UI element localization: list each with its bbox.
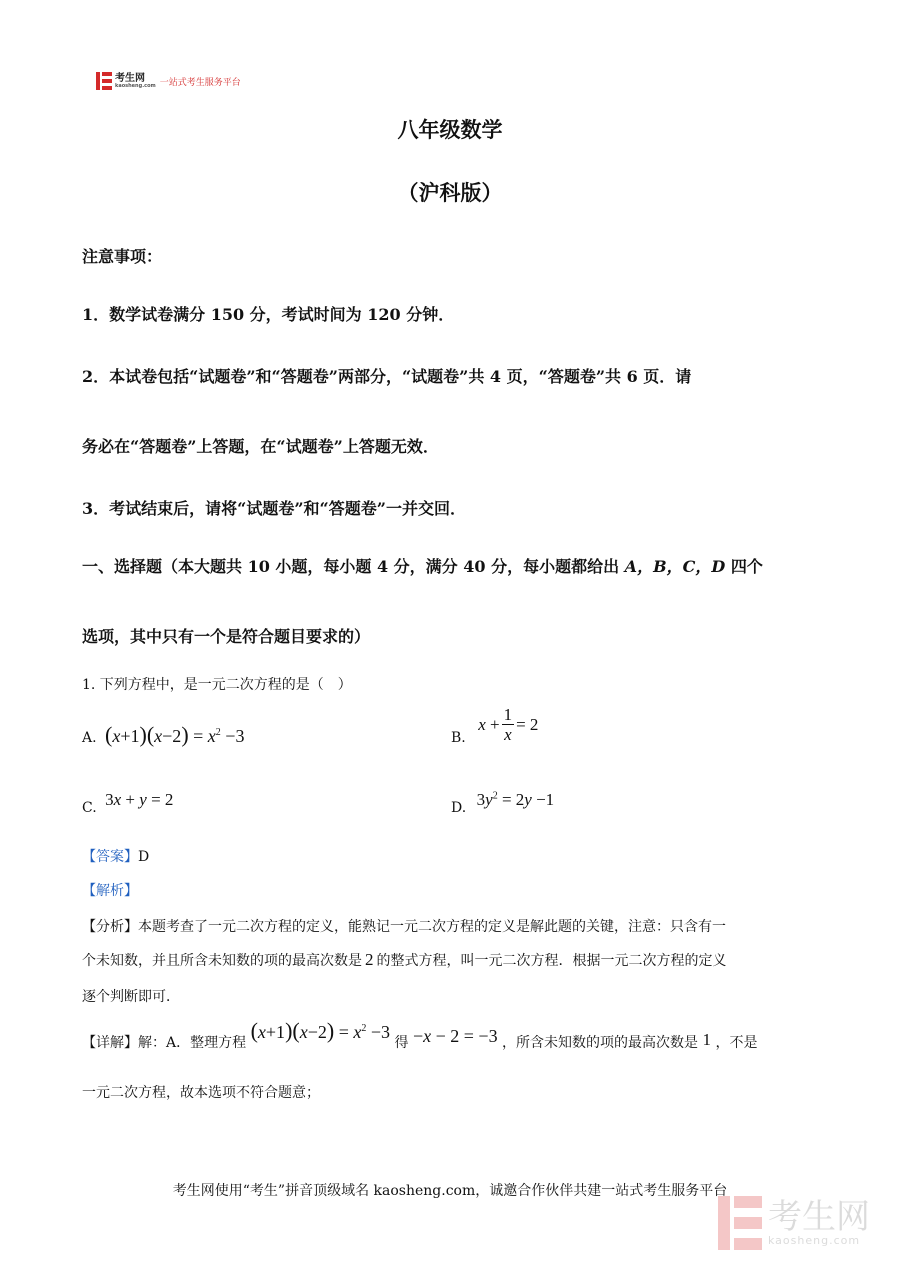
option-d-formula: $3y^2 = 2y -1$ (476, 790, 555, 809)
option-b (451, 706, 538, 746)
watermark-text (768, 1196, 870, 1247)
option-a (82, 722, 244, 748)
logo-mark-icon (96, 72, 112, 90)
option-b-label: B. (451, 730, 466, 746)
section-option-letters: A，B，C，D (624, 557, 726, 576)
section-heading-text: 一、选择题（本大题共 10 小题，每小题 4 分，满分 40 分，每小题都给出 (82, 557, 620, 576)
detail-line (82, 1018, 757, 1052)
notice-item-2b: 务必在“答题卷”上答题，在“试题卷”上答题无效． (82, 437, 439, 456)
section-heading-line2: 选项，其中只有一个是符合题目要求的） (82, 627, 371, 646)
logo-url: kaosheng.com (115, 82, 156, 89)
section-heading-end: 四个 (730, 557, 763, 576)
analysis-line-2a: 个未知数，并且所含未知数的项的最高次数是 (82, 953, 362, 969)
analysis-line-3: 逐个判断即可． (82, 989, 180, 1005)
answer-label: 【答案】 (82, 849, 138, 865)
option-c-formula: 3x + y = 2 (105, 790, 174, 809)
logo-slogan: 一站式考生服务平台 (159, 77, 241, 88)
analysis-label: 【解析】 (82, 883, 138, 899)
detail-degree: 1 (702, 1030, 711, 1049)
watermark-mark-icon (718, 1196, 762, 1250)
option-c (82, 790, 173, 816)
page-subtitle: （沪科版） (397, 180, 503, 205)
notice-item-1: 1．数学试卷满分 150 分，考试时间为 120 分钟． (82, 305, 455, 324)
detail-formula-2: −x − 2 = −3 (412, 1026, 498, 1046)
notice-item-3: 3．考试结束后，请将“试题卷”和“答题卷”一并交回． (82, 499, 466, 518)
detail-part-d: ，不是 (715, 1035, 758, 1051)
option-a-label: A. (82, 730, 97, 746)
page-title: 八年级数学 (397, 117, 503, 142)
detail-line-2: 一元二次方程，故本选项不符合题意； (82, 1085, 320, 1101)
option-d (451, 790, 554, 816)
detail-part-a: 【详解】解：A．整理方程 (82, 1035, 247, 1051)
detail-part-c: ，所含未知数的项的最高次数是 (502, 1035, 699, 1051)
detail-formula-1: $(x+1)(x-2) = x^2 -3$ (250, 1018, 391, 1043)
option-c-label: C. (82, 800, 97, 816)
section-heading-line1 (82, 554, 763, 577)
notice-item-2a: 2．本试卷包括“试题卷”和“答题卷”两部分，“试题卷”共 4 页，“答题卷”共 6 页．请 (82, 367, 692, 386)
analysis-line-2b: 的整式方程，叫一元二次方程．根据一元二次方程的定义 (376, 953, 727, 969)
logo-name: 考生网 (115, 72, 145, 84)
analysis-line-1: 【分析】本题考查了一元二次方程的定义，能熟记一元二次方程的定义是解此题的关键，注意：只含有一 (82, 919, 726, 935)
question-stem: 1. 下列方程中，是一元二次方程的是（ ） (82, 677, 352, 693)
option-a-formula: $(x+1)(x-2) = x^2 -3$ (105, 722, 245, 747)
watermark-logo (718, 1196, 870, 1250)
analysis-line-2 (82, 950, 727, 970)
answer-value: D (138, 849, 150, 865)
answer-line (82, 846, 149, 866)
logo-name-block (115, 74, 156, 89)
watermark-url: kaosheng.com (768, 1233, 861, 1247)
header-logo (96, 72, 241, 90)
watermark-name: 考生网 (768, 1196, 870, 1237)
detail-part-b: 得 (394, 1035, 409, 1051)
option-b-formula: x + $\frac{1}{x}$ = 2 (478, 705, 539, 744)
option-d-label: D. (451, 800, 467, 816)
notice-heading: 注意事项： (82, 247, 163, 266)
analysis-degree: 2 (365, 950, 374, 969)
page-footer: 考生网使用“考生”拼音顶级域名 kaosheng.com，诚邀合作伙伴共建一站式考生服务平台 (172, 1183, 728, 1199)
